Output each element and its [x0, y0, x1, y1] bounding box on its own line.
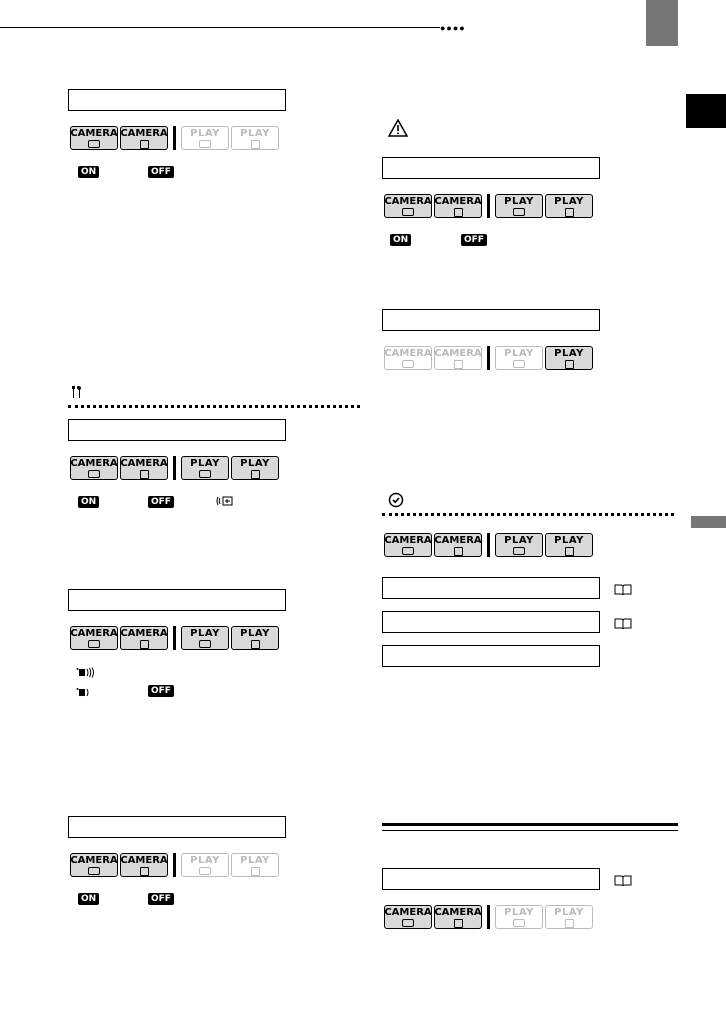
mode-camera-card: CAMERA — [434, 346, 482, 370]
mode-separator — [173, 626, 176, 650]
mode-indicators — [384, 904, 595, 930]
card-icon — [251, 470, 260, 479]
mode-play-card: PLAY — [231, 126, 279, 150]
off-badge: OFF — [148, 685, 174, 697]
mode-indicators — [384, 345, 595, 371]
tape-icon — [88, 867, 100, 875]
header-dots: ●●●● — [440, 23, 466, 33]
card-icon — [140, 140, 149, 149]
off-badge: OFF — [148, 893, 174, 905]
mode-separator — [487, 194, 490, 218]
card-icon — [454, 360, 463, 369]
page-tab-top — [646, 0, 678, 46]
mode-camera-tape: CAMERA — [384, 533, 432, 557]
setting-field — [68, 589, 286, 611]
header-rule — [0, 27, 440, 28]
mode-camera-tape: CAMERA — [70, 626, 118, 650]
card-icon — [454, 208, 463, 217]
tape-icon — [199, 470, 211, 478]
card-icon — [454, 547, 463, 556]
mode-camera-tape: CAMERA — [384, 194, 432, 218]
mode-camera-tape: CAMERA — [384, 346, 432, 370]
setting-field — [382, 577, 600, 599]
mode-separator — [487, 346, 490, 370]
mode-camera-tape: CAMERA — [70, 853, 118, 877]
card-icon — [565, 547, 574, 556]
mode-play-tape: PLAY — [181, 626, 229, 650]
setting-field — [382, 309, 600, 331]
card-icon — [140, 867, 149, 876]
tape-icon — [513, 919, 525, 927]
card-icon — [140, 470, 149, 479]
mode-play-tape: PLAY — [181, 126, 229, 150]
mode-play-card: PLAY — [231, 853, 279, 877]
vibration-high-icon — [76, 665, 96, 683]
mode-camera-card: CAMERA — [434, 194, 482, 218]
off-badge: OFF — [148, 166, 174, 178]
tape-icon — [88, 470, 100, 478]
mode-play-card: PLAY — [231, 456, 279, 480]
tape-icon — [513, 208, 525, 216]
book-icon — [614, 874, 632, 892]
mode-camera-card: CAMERA — [120, 126, 168, 150]
stabilizer-icon — [216, 495, 234, 513]
mode-play-tape: PLAY — [181, 456, 229, 480]
setting-field — [382, 611, 600, 633]
dotted-divider — [68, 405, 360, 408]
card-icon — [565, 208, 574, 217]
tape-icon — [402, 360, 414, 368]
off-badge: OFF — [148, 496, 174, 508]
tape-icon — [513, 547, 525, 555]
mode-play-card: PLAY — [231, 626, 279, 650]
warning-icon — [388, 119, 408, 142]
card-icon — [251, 640, 260, 649]
tape-icon — [402, 919, 414, 927]
mode-play-card: PLAY — [545, 905, 593, 929]
card-icon — [565, 360, 574, 369]
mode-play-tape: PLAY — [495, 346, 543, 370]
tape-icon — [402, 208, 414, 216]
mode-separator — [173, 126, 176, 150]
mode-indicators — [70, 625, 281, 651]
setting-field — [382, 868, 600, 890]
on-badge: ON — [78, 893, 99, 905]
mode-camera-tape: CAMERA — [384, 905, 432, 929]
tape-icon — [402, 547, 414, 555]
dotted-divider — [382, 513, 674, 516]
book-icon — [614, 583, 632, 601]
mode-indicators — [70, 852, 281, 878]
mode-play-tape: PLAY — [181, 853, 229, 877]
setting-field — [68, 419, 286, 441]
check-icon — [388, 492, 404, 513]
card-icon — [251, 867, 260, 876]
setting-field — [68, 89, 286, 111]
on-badge: ON — [78, 166, 99, 178]
mode-play-card: PLAY — [545, 533, 593, 557]
vibration-low-icon — [76, 685, 92, 703]
mode-indicators — [384, 532, 595, 558]
mode-play-tape: PLAY — [495, 194, 543, 218]
mode-indicators — [70, 455, 281, 481]
mode-camera-card: CAMERA — [434, 533, 482, 557]
mode-camera-card: CAMERA — [120, 853, 168, 877]
off-badge: OFF — [461, 234, 487, 246]
mode-separator — [173, 853, 176, 877]
section-rule — [382, 823, 678, 831]
mode-camera-card: CAMERA — [434, 905, 482, 929]
tape-icon — [513, 360, 525, 368]
mode-separator — [487, 905, 490, 929]
tape-icon — [199, 867, 211, 875]
card-icon — [454, 919, 463, 928]
setting-field — [382, 157, 600, 179]
mode-separator — [487, 533, 490, 557]
section-tab-small — [691, 516, 726, 528]
setting-field — [68, 816, 286, 838]
card-icon — [565, 919, 574, 928]
on-badge: ON — [390, 234, 411, 246]
tools-icon — [70, 385, 86, 404]
setting-field — [382, 645, 600, 667]
mode-play-tape: PLAY — [495, 533, 543, 557]
mode-indicators — [384, 193, 595, 219]
tape-icon — [88, 640, 100, 648]
tape-icon — [199, 640, 211, 648]
mode-camera-tape: CAMERA — [70, 126, 118, 150]
mode-play-card: PLAY — [545, 194, 593, 218]
tape-icon — [199, 140, 211, 148]
mode-indicators — [70, 125, 281, 151]
mode-camera-tape: CAMERA — [70, 456, 118, 480]
book-icon — [614, 617, 632, 635]
tape-icon — [88, 140, 100, 148]
on-badge: ON — [78, 496, 99, 508]
mode-camera-card: CAMERA — [120, 626, 168, 650]
mode-separator — [173, 456, 176, 480]
card-icon — [140, 640, 149, 649]
mode-play-card: PLAY — [545, 346, 593, 370]
section-tab — [686, 94, 726, 128]
card-icon — [251, 140, 260, 149]
mode-camera-card: CAMERA — [120, 456, 168, 480]
mode-play-tape: PLAY — [495, 905, 543, 929]
